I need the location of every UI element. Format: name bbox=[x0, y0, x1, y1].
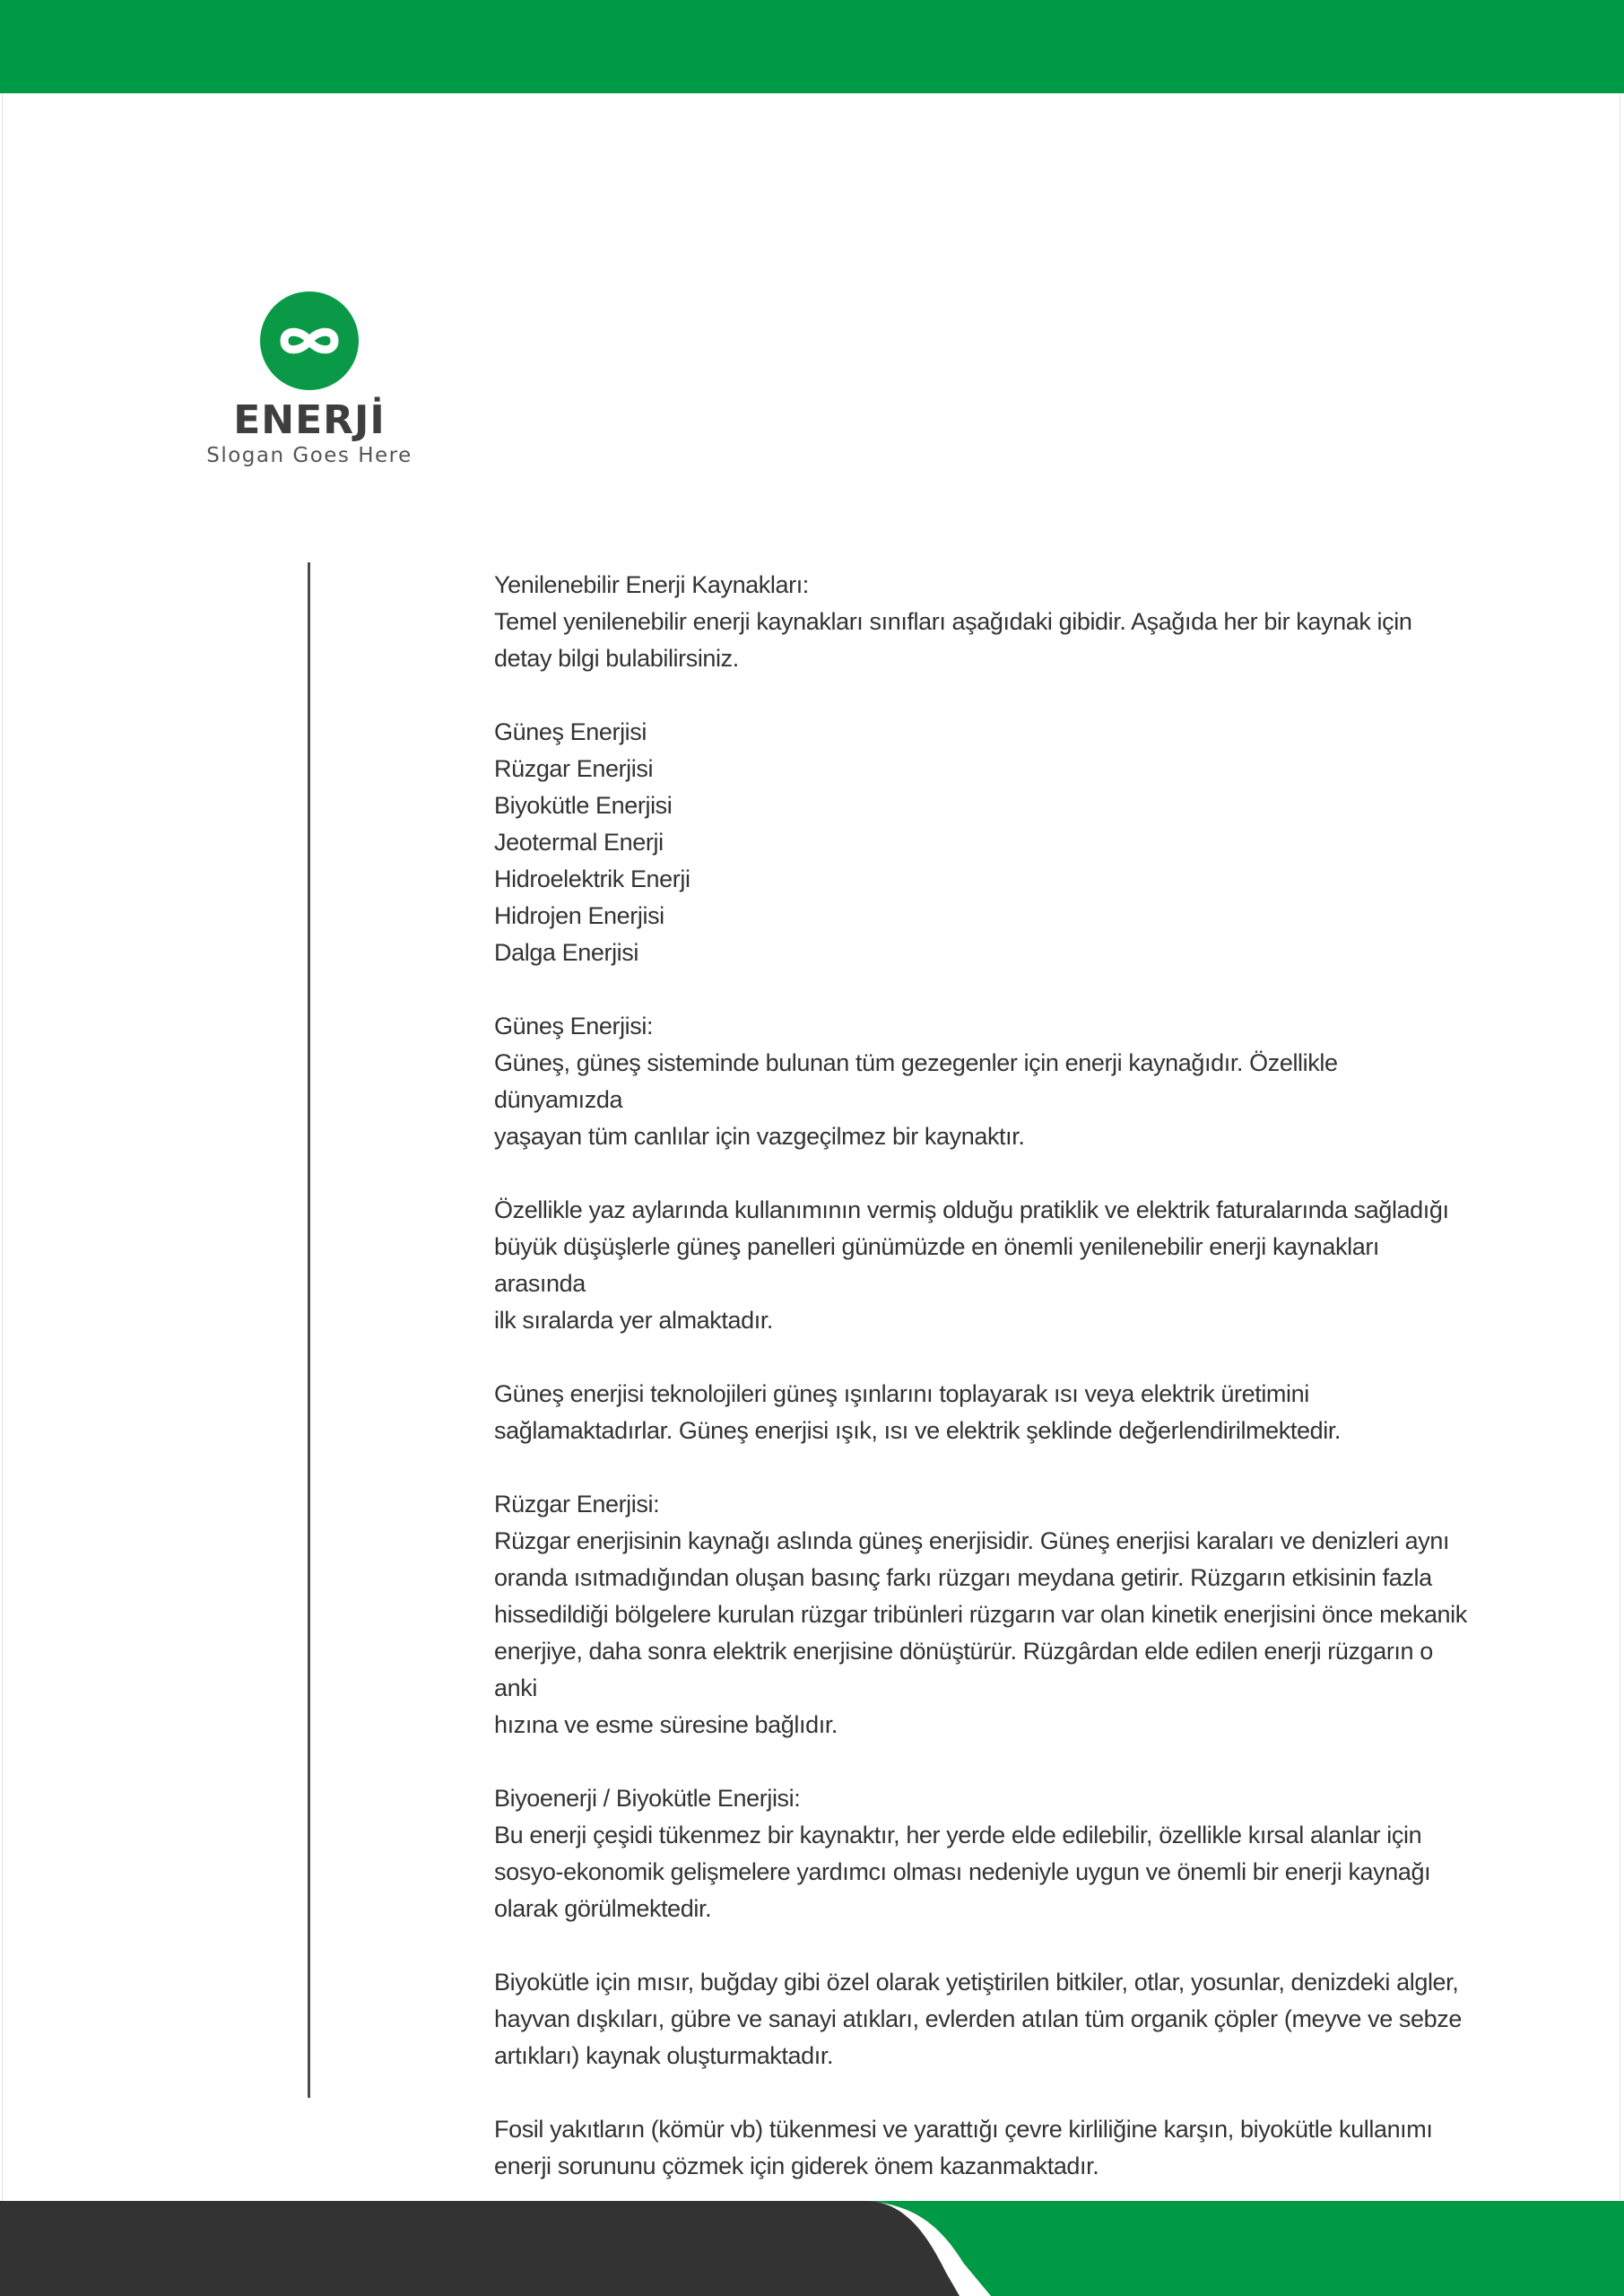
list-item: Hidrojen Enerjisi bbox=[494, 902, 664, 929]
list-item: Rüzgar Enerjisi bbox=[494, 755, 654, 782]
list-item: Biyokütle Enerjisi bbox=[494, 792, 673, 819]
source-list bbox=[494, 714, 1467, 971]
biomass-paragraph-2: Biyokütle için mısır, buğday gibi özel olarak yetiştirilen bitkiler, otlar, yosunlar, denizdeki algler, hayvan dışkıları, gübre ve sanayi atıkları, evlerden atılan tüm organik çöpler (meyve ve sebze artıkları) kaynak oluşturmaktadır. bbox=[494, 1969, 1462, 2069]
wind-paragraph-1: Rüzgar enerjisinin kaynağı aslında güneş enerjisidir. Güneş enerjisi karaları ve denizleri aynı oranda ısıtmadığından oluşan basınç farkı rüzgarı meydana getirir. Rüzgarın etkisinin fazla hissedildiği bölgelere kurulan rüzgar tribünleri rüzgarın var olan kinetik enerjisini önce mekanik enerjiye, daha sonra elektrik enerjisine dönüştürür. Rüzgârdan elde edilen enerji rüzgarın o anki hızına ve esme süresine bağlıdır. bbox=[494, 1527, 1467, 1738]
header-band bbox=[0, 0, 1624, 93]
list-item: Güneş Enerjisi bbox=[494, 718, 647, 745]
infinity-icon bbox=[274, 319, 345, 362]
solar-paragraph-1: Güneş, güneş sisteminde bulunan tüm gezegenler için enerji kaynağıdır. Özellikle dünyamızda yaşayan tüm canlılar için vazgeçilmez bir kaynaktır. bbox=[494, 1049, 1338, 1150]
solar-paragraph-3: Güneş enerjisi teknolojileri güneş ışınlarını toplayarak ısı veya elektrik üretimini sağlamaktadırlar. Güneş enerjisi ışık, ısı ve elektrik şeklinde değerlendirilmektedir. bbox=[494, 1380, 1342, 1444]
logo-badge bbox=[260, 291, 359, 390]
list-item: Jeotermal Enerji bbox=[494, 829, 664, 856]
list-item: Dalga Enerjisi bbox=[494, 939, 638, 966]
list-item: Hidroelektrik Enerji bbox=[494, 865, 690, 892]
company-logo bbox=[197, 291, 421, 466]
biomass-paragraph-3: Fosil yakıtların (kömür vb) tükenmesi ve yarattığı çevre kirliliğine karşın, biyokütle kullanımı enerji sorununu çözmek için giderek önem kazanmaktadır. bbox=[494, 2116, 1433, 2179]
brand-slogan: Slogan Goes Here bbox=[206, 444, 413, 467]
biomass-heading: Biyoenerji / Biyokütle Enerjisi: bbox=[494, 1785, 801, 1812]
brand-name: ENERJİ bbox=[233, 397, 386, 443]
biomass-paragraph-1: Bu enerji çeşidi tükenmez bir kaynaktır, her yerde elde edilebilir, özellikle kırsal alanlar için sosyo-ekonomik gelişmelere yardımcı olması nedeniyle uygun ve önemli bir enerji kaynağı olarak görülmektedir. bbox=[494, 1822, 1431, 1922]
vertical-rule bbox=[308, 562, 310, 2098]
footer-band bbox=[0, 2201, 1624, 2296]
solar-paragraph-2: Özellikle yaz aylarında kullanımının vermiş olduğu pratiklik ve elektrik faturalarında sağladığı büyük düşüşlerle güneş panelleri günümüzde en önemli yenilenebilir enerji kaynakları arasında ilk sıralarda yer almaktadır. bbox=[494, 1196, 1449, 1334]
intro-paragraph: Temel yenilenebilir enerji kaynakları sınıfları aşağıdaki gibidir. Aşağıda her bir kaynak için detay bilgi bulabilirsiniz. bbox=[494, 608, 1412, 672]
intro-heading: Yenilenebilir Enerji Kaynakları: bbox=[494, 571, 809, 598]
letter-body bbox=[494, 567, 1467, 2185]
solar-heading: Güneş Enerjisi: bbox=[494, 1013, 654, 1039]
wind-heading: Rüzgar Enerjisi: bbox=[494, 1491, 660, 1518]
